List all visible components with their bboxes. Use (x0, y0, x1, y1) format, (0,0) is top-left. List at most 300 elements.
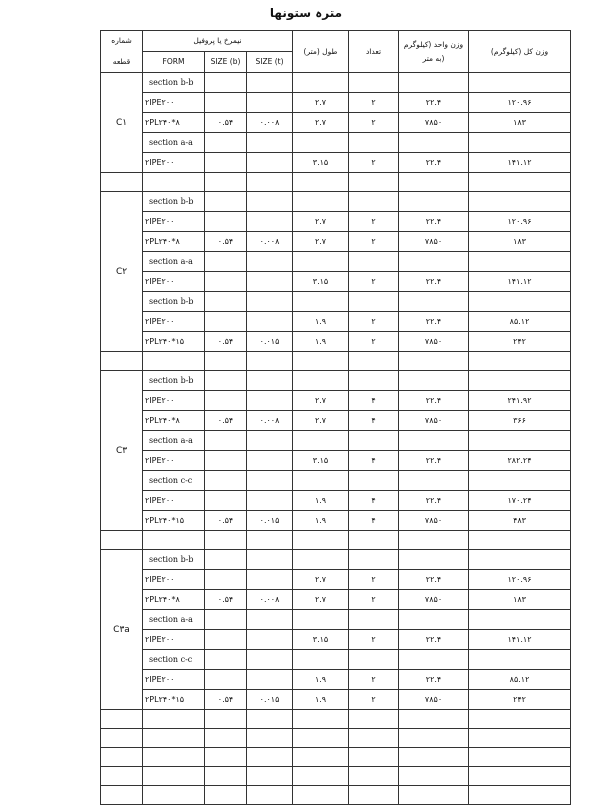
empty-cell (399, 471, 469, 491)
size-b-cell (205, 93, 247, 113)
unit-weight-cell: ۷۸۵۰ (399, 511, 469, 531)
empty-cell (349, 133, 399, 153)
empty-row (101, 748, 571, 767)
section-row (101, 431, 571, 451)
empty-cell (469, 431, 571, 451)
empty-cell (399, 292, 469, 312)
empty-cell (349, 431, 399, 451)
empty-cell (293, 252, 349, 272)
empty-cell (399, 192, 469, 212)
empty-cell (349, 650, 399, 670)
table-row (101, 391, 571, 411)
empty-cell (399, 710, 469, 729)
unit-weight-cell: ۲۲.۴ (399, 630, 469, 650)
form-cell: ۲IPE۲۰۰ (143, 630, 205, 650)
table-row (101, 93, 571, 113)
piece-no-cell: C۲ (101, 192, 143, 352)
empty-cell (247, 650, 293, 670)
section-row (101, 610, 571, 630)
size-b-cell (205, 153, 247, 173)
count-cell: ۲ (349, 332, 399, 352)
empty-cell (247, 786, 293, 805)
unit-weight-cell: ۲۲.۴ (399, 93, 469, 113)
size-b-cell (205, 312, 247, 332)
empty-cell (469, 371, 571, 391)
count-cell: ۴ (349, 391, 399, 411)
empty-cell (293, 786, 349, 805)
count-cell: ۲ (349, 312, 399, 332)
size-t-cell (247, 272, 293, 292)
empty-cell (143, 748, 205, 767)
empty-cell (247, 767, 293, 786)
empty-cell (349, 352, 399, 371)
empty-cell (293, 610, 349, 630)
section-label: section b-b (143, 292, 205, 312)
section-row (101, 371, 571, 391)
empty-cell (349, 471, 399, 491)
header-size-t: SIZE (t) (247, 52, 293, 73)
length-cell: ۱.۹ (293, 511, 349, 531)
count-cell: ۲ (349, 690, 399, 710)
section-label: section a-a (143, 431, 205, 451)
spacer-row (101, 710, 571, 729)
empty-cell (143, 531, 205, 550)
size-b-cell: ۰.۵۴ (205, 232, 247, 252)
total-weight-cell: ۱۷۰.۲۴ (469, 491, 571, 511)
spacer-row (101, 173, 571, 192)
empty-cell (469, 73, 571, 93)
length-cell: ۲.۷ (293, 232, 349, 252)
empty-cell (101, 748, 143, 767)
size-t-cell (247, 570, 293, 590)
piece-no-cell: C۳a (101, 550, 143, 710)
length-cell: ۲.۷ (293, 113, 349, 133)
length-cell: ۳.۱۵ (293, 451, 349, 471)
header-size-b: SIZE (b) (205, 52, 247, 73)
empty-cell (247, 748, 293, 767)
empty-cell (143, 352, 205, 371)
form-cell: ۲IPE۲۰۰ (143, 570, 205, 590)
empty-cell (469, 729, 571, 748)
section-label: section b-b (143, 550, 205, 570)
form-cell: ۲PL۲۴۰*۸ (143, 411, 205, 431)
empty-cell (293, 431, 349, 451)
empty-cell (247, 471, 293, 491)
empty-cell (399, 531, 469, 550)
empty-cell (247, 531, 293, 550)
size-t-cell (247, 312, 293, 332)
size-t-cell (247, 451, 293, 471)
count-cell: ۲ (349, 630, 399, 650)
empty-cell (205, 252, 247, 272)
section-row (101, 73, 571, 93)
empty-cell (399, 133, 469, 153)
empty-cell (469, 786, 571, 805)
size-b-cell (205, 391, 247, 411)
form-cell: ۲IPE۲۰۰ (143, 451, 205, 471)
size-b-cell (205, 630, 247, 650)
empty-cell (205, 173, 247, 192)
empty-cell (349, 192, 399, 212)
empty-cell (293, 531, 349, 550)
unit-weight-cell: ۲۲.۴ (399, 212, 469, 232)
header-count: تعداد (349, 31, 399, 73)
section-row (101, 292, 571, 312)
count-cell: ۲ (349, 670, 399, 690)
total-weight-cell: ۱۸۳ (469, 232, 571, 252)
form-cell: ۲IPE۲۰۰ (143, 670, 205, 690)
unit-weight-cell: ۷۸۵۰ (399, 332, 469, 352)
empty-cell (469, 133, 571, 153)
form-cell: ۲IPE۲۰۰ (143, 312, 205, 332)
empty-cell (247, 729, 293, 748)
form-cell: ۲PL۲۴۰*۸ (143, 232, 205, 252)
empty-cell (349, 550, 399, 570)
total-weight-cell: ۸۵.۱۲ (469, 670, 571, 690)
empty-cell (101, 729, 143, 748)
size-t-cell (247, 630, 293, 650)
size-b-cell (205, 212, 247, 232)
empty-cell (469, 550, 571, 570)
page-title: مترہ ستونها (269, 6, 343, 20)
section-label: section a-a (143, 252, 205, 272)
length-cell: ۳.۱۵ (293, 630, 349, 650)
length-cell: ۳.۱۵ (293, 272, 349, 292)
empty-cell (293, 173, 349, 192)
length-cell: ۲.۷ (293, 212, 349, 232)
total-weight-cell: ۴۸۳ (469, 511, 571, 531)
empty-cell (349, 786, 399, 805)
empty-cell (205, 748, 247, 767)
form-cell: ۲PL۲۴۰*۸ (143, 113, 205, 133)
empty-cell (247, 173, 293, 192)
empty-cell (247, 252, 293, 272)
size-b-cell (205, 491, 247, 511)
size-b-cell: ۰.۵۴ (205, 113, 247, 133)
empty-cell (205, 352, 247, 371)
form-cell: ۲IPE۲۰۰ (143, 153, 205, 173)
unit-weight-cell: ۲۲.۴ (399, 451, 469, 471)
empty-cell (349, 729, 399, 748)
empty-cell (469, 610, 571, 630)
empty-cell (469, 650, 571, 670)
table-row (101, 113, 571, 133)
empty-cell (293, 767, 349, 786)
spacer-row (101, 531, 571, 550)
empty-cell (293, 371, 349, 391)
empty-cell (247, 610, 293, 630)
total-weight-cell: ۳۶۶ (469, 411, 571, 431)
empty-cell (101, 173, 143, 192)
empty-cell (469, 748, 571, 767)
count-cell: ۲ (349, 153, 399, 173)
empty-cell (205, 710, 247, 729)
length-cell: ۱.۹ (293, 670, 349, 690)
table-row (101, 590, 571, 610)
section-label: section b-b (143, 192, 205, 212)
section-label: section c-c (143, 650, 205, 670)
length-cell: ۲.۷ (293, 411, 349, 431)
empty-cell (143, 786, 205, 805)
empty-cell (349, 173, 399, 192)
unit-weight-cell: ۷۸۵۰ (399, 590, 469, 610)
length-cell: ۳.۱۵ (293, 153, 349, 173)
empty-cell (205, 73, 247, 93)
table-row (101, 690, 571, 710)
total-weight-cell: ۱۲۰.۹۶ (469, 93, 571, 113)
empty-cell (349, 748, 399, 767)
size-t-cell (247, 153, 293, 173)
count-cell: ۲ (349, 232, 399, 252)
table-row (101, 630, 571, 650)
empty-cell (205, 650, 247, 670)
header-piece-no: شماره (101, 31, 143, 52)
empty-cell (101, 352, 143, 371)
count-cell: ۴ (349, 451, 399, 471)
empty-cell (469, 352, 571, 371)
empty-cell (399, 371, 469, 391)
table-row (101, 411, 571, 431)
empty-cell (349, 292, 399, 312)
empty-cell (247, 133, 293, 153)
count-cell: ۴ (349, 491, 399, 511)
header-unit-weight: وزن واحد (کیلوگرم به متر) (399, 31, 469, 73)
empty-cell (293, 550, 349, 570)
table-row (101, 272, 571, 292)
empty-cell (293, 192, 349, 212)
unit-weight-cell: ۲۲.۴ (399, 670, 469, 690)
empty-cell (399, 650, 469, 670)
section-row (101, 650, 571, 670)
total-weight-cell: ۲۴۲ (469, 332, 571, 352)
empty-cell (469, 710, 571, 729)
table-body (101, 73, 571, 805)
table-row (101, 451, 571, 471)
empty-cell (205, 610, 247, 630)
unit-weight-cell: ۷۸۵۰ (399, 113, 469, 133)
size-b-cell (205, 670, 247, 690)
count-cell: ۲ (349, 212, 399, 232)
empty-cell (293, 73, 349, 93)
header-form: FORM (143, 52, 205, 73)
section-label: section a-a (143, 610, 205, 630)
empty-cell (399, 786, 469, 805)
total-weight-cell: ۱۴۱.۱۲ (469, 272, 571, 292)
count-cell: ۲ (349, 570, 399, 590)
empty-cell (143, 729, 205, 748)
empty-cell (205, 729, 247, 748)
unit-weight-cell: ۲۲.۴ (399, 272, 469, 292)
empty-row (101, 729, 571, 748)
empty-cell (101, 531, 143, 550)
length-cell: ۱.۹ (293, 332, 349, 352)
total-weight-cell: ۱۸۳ (469, 113, 571, 133)
empty-cell (101, 710, 143, 729)
empty-cell (469, 767, 571, 786)
empty-cell (247, 371, 293, 391)
empty-cell (205, 371, 247, 391)
empty-cell (349, 73, 399, 93)
size-b-cell: ۰.۵۴ (205, 590, 247, 610)
empty-cell (205, 531, 247, 550)
section-label: section a-a (143, 133, 205, 153)
empty-row (101, 767, 571, 786)
empty-cell (205, 471, 247, 491)
empty-cell (247, 292, 293, 312)
empty-cell (205, 431, 247, 451)
empty-cell (469, 531, 571, 550)
section-row (101, 471, 571, 491)
table-row (101, 332, 571, 352)
total-weight-cell: ۱۴۱.۱۲ (469, 630, 571, 650)
form-cell: ۲PL۲۴۰*۱۵ (143, 511, 205, 531)
empty-cell (293, 352, 349, 371)
unit-weight-cell: ۲۲.۴ (399, 391, 469, 411)
total-weight-cell: ۲۴۱.۹۲ (469, 391, 571, 411)
size-t-cell (247, 212, 293, 232)
empty-cell (247, 550, 293, 570)
size-b-cell: ۰.۵۴ (205, 411, 247, 431)
empty-cell (143, 767, 205, 786)
columns-quantity-table (100, 30, 571, 805)
size-t-cell: ۰.۰۱۵ (247, 332, 293, 352)
empty-cell (293, 729, 349, 748)
form-cell: ۲IPE۲۰۰ (143, 272, 205, 292)
empty-cell (247, 73, 293, 93)
empty-cell (205, 786, 247, 805)
form-cell: ۲IPE۲۰۰ (143, 93, 205, 113)
size-b-cell (205, 570, 247, 590)
count-cell: ۲ (349, 113, 399, 133)
empty-cell (349, 252, 399, 272)
empty-cell (293, 471, 349, 491)
empty-cell (101, 786, 143, 805)
total-weight-cell: ۱۲۰.۹۶ (469, 570, 571, 590)
table-row (101, 232, 571, 252)
empty-cell (143, 710, 205, 729)
empty-cell (293, 133, 349, 153)
size-b-cell (205, 451, 247, 471)
length-cell: ۲.۷ (293, 93, 349, 113)
size-b-cell: ۰.۵۴ (205, 511, 247, 531)
total-weight-cell: ۸۵.۱۲ (469, 312, 571, 332)
piece-no-cell: C۱ (101, 73, 143, 173)
empty-cell (469, 252, 571, 272)
unit-weight-cell: ۷۸۵۰ (399, 411, 469, 431)
total-weight-cell: ۲۸۲.۲۴ (469, 451, 571, 471)
empty-cell (349, 610, 399, 630)
form-cell: ۲IPE۲۰۰ (143, 391, 205, 411)
empty-cell (469, 173, 571, 192)
length-cell: ۱.۹ (293, 312, 349, 332)
form-cell: ۲PL۲۴۰*۱۵ (143, 332, 205, 352)
empty-cell (143, 173, 205, 192)
size-t-cell: ۰.۰۱۵ (247, 690, 293, 710)
total-weight-cell: ۱۸۳ (469, 590, 571, 610)
unit-weight-cell: ۷۸۵۰ (399, 690, 469, 710)
empty-cell (349, 531, 399, 550)
empty-cell (469, 292, 571, 312)
count-cell: ۲ (349, 272, 399, 292)
section-label: section b-b (143, 371, 205, 391)
unit-weight-cell: ۲۲.۴ (399, 153, 469, 173)
unit-weight-cell: ۲۲.۴ (399, 570, 469, 590)
table-row (101, 491, 571, 511)
length-cell: ۱.۹ (293, 491, 349, 511)
empty-cell (469, 192, 571, 212)
empty-cell (469, 471, 571, 491)
empty-cell (247, 352, 293, 371)
form-cell: ۲IPE۲۰۰ (143, 491, 205, 511)
empty-cell (205, 133, 247, 153)
count-cell: ۲ (349, 590, 399, 610)
count-cell: ۴ (349, 411, 399, 431)
size-b-cell (205, 272, 247, 292)
size-t-cell (247, 491, 293, 511)
size-t-cell (247, 391, 293, 411)
empty-cell (247, 710, 293, 729)
size-b-cell: ۰.۵۴ (205, 332, 247, 352)
empty-cell (293, 292, 349, 312)
header-piece-no-2: قطعه (101, 52, 143, 73)
empty-cell (205, 192, 247, 212)
empty-cell (293, 748, 349, 767)
size-t-cell: ۰.۰۰۸ (247, 590, 293, 610)
empty-cell (399, 729, 469, 748)
empty-cell (399, 431, 469, 451)
empty-cell (293, 650, 349, 670)
empty-cell (399, 767, 469, 786)
size-t-cell: ۰.۰۰۸ (247, 113, 293, 133)
section-label: section c-c (143, 471, 205, 491)
empty-cell (247, 431, 293, 451)
count-cell: ۴ (349, 511, 399, 531)
section-label: section b-b (143, 73, 205, 93)
total-weight-cell: ۱۴۱.۱۲ (469, 153, 571, 173)
form-cell: ۲PL۲۴۰*۸ (143, 590, 205, 610)
empty-cell (399, 550, 469, 570)
table-row (101, 212, 571, 232)
table-row (101, 153, 571, 173)
size-t-cell (247, 93, 293, 113)
header-profile: نیمرخ یا پروفیل (143, 31, 293, 52)
length-cell: ۱.۹ (293, 690, 349, 710)
form-cell: ۲IPE۲۰۰ (143, 212, 205, 232)
empty-row (101, 786, 571, 805)
empty-cell (205, 550, 247, 570)
section-row (101, 192, 571, 212)
length-cell: ۲.۷ (293, 570, 349, 590)
table-row (101, 670, 571, 690)
empty-cell (293, 710, 349, 729)
header-total-weight: وزن کل (کیلوگرم) (469, 31, 571, 73)
length-cell: ۲.۷ (293, 590, 349, 610)
empty-cell (399, 73, 469, 93)
section-row (101, 133, 571, 153)
size-t-cell: ۰.۰۱۵ (247, 511, 293, 531)
empty-cell (399, 352, 469, 371)
total-weight-cell: ۱۲۰.۹۶ (469, 212, 571, 232)
empty-cell (349, 710, 399, 729)
length-cell: ۲.۷ (293, 391, 349, 411)
size-t-cell: ۰.۰۰۸ (247, 411, 293, 431)
empty-cell (247, 192, 293, 212)
empty-cell (101, 767, 143, 786)
table-row (101, 312, 571, 332)
empty-cell (399, 173, 469, 192)
size-t-cell: ۰.۰۰۸ (247, 232, 293, 252)
count-cell: ۲ (349, 93, 399, 113)
